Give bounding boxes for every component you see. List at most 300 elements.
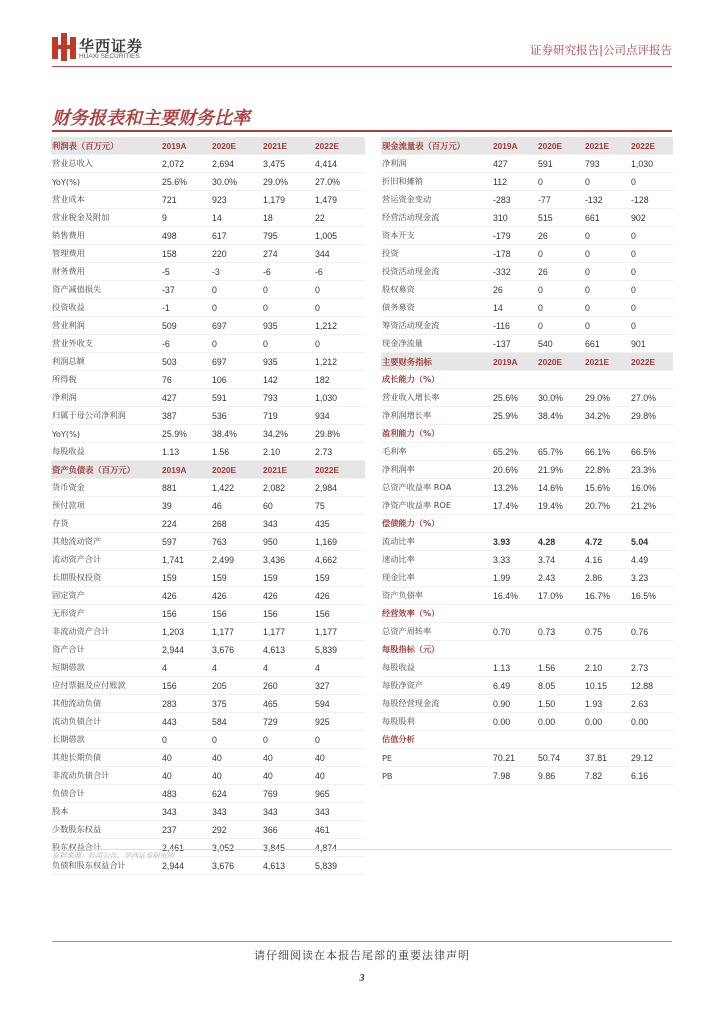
- cell-value: 697: [212, 317, 263, 335]
- cell-value: 965: [315, 785, 365, 803]
- table-row: [51, 209, 365, 227]
- cell-value: 3,052: [212, 839, 263, 857]
- cell-value: -5: [162, 263, 212, 281]
- cell-value: 142: [263, 371, 315, 389]
- row-label: 估值分析: [381, 731, 493, 749]
- cell-value: 661: [585, 335, 631, 353]
- row-label: 存货: [51, 515, 162, 533]
- cell-value: 343: [212, 803, 263, 821]
- cell-value: 515: [538, 209, 585, 227]
- table-row: [51, 587, 365, 605]
- table-row: [381, 461, 673, 479]
- row-label: 成长能力（%）: [381, 371, 493, 389]
- cell-value: 0: [212, 299, 263, 317]
- row-label: 其他流动资产: [51, 533, 162, 551]
- table-row: [381, 155, 673, 173]
- table-row: [381, 299, 673, 317]
- cell-value: 2022E: [315, 461, 365, 479]
- cell-value: 0: [585, 173, 631, 191]
- cell-value: 435: [315, 515, 365, 533]
- company-logo: [52, 33, 192, 63]
- cell-value: 13.2%: [493, 479, 538, 497]
- row-label: 所得税: [51, 371, 162, 389]
- table-row: [51, 353, 365, 371]
- cell-value: 39: [162, 497, 212, 515]
- row-label: 总资产周转率: [381, 623, 493, 641]
- logo-cn-text: 华西证券: [79, 37, 144, 55]
- cell-value: 1,177: [212, 623, 263, 641]
- cell-value: 65.2%: [493, 443, 538, 461]
- cell-value: 343: [162, 803, 212, 821]
- table-row: [51, 821, 365, 839]
- cell-value: 427: [162, 389, 212, 407]
- cell-value: 0.00: [631, 713, 673, 731]
- cell-value: 38.4%: [538, 407, 585, 425]
- cell-value: 29.0%: [263, 173, 315, 191]
- cell-value: 14.6%: [538, 479, 585, 497]
- row-label: 利润总额: [51, 353, 162, 371]
- cell-value: 2022E: [631, 137, 673, 155]
- cell-value: 237: [162, 821, 212, 839]
- cell-value: 159: [315, 569, 365, 587]
- row-label: 每股收益: [381, 659, 493, 677]
- table-subheader-row: [381, 371, 673, 389]
- logo-en-text: HUAXI SECURITIES: [79, 53, 140, 60]
- cell-value: 21.9%: [538, 461, 585, 479]
- cell-value: 9: [162, 209, 212, 227]
- cell-value: 793: [263, 389, 315, 407]
- row-label: 固定资产: [51, 587, 162, 605]
- cell-value: 0: [263, 281, 315, 299]
- table-row: [51, 191, 365, 209]
- cell-value: 387: [162, 407, 212, 425]
- cell-value: 0.00: [493, 713, 538, 731]
- row-label: 预付款项: [51, 497, 162, 515]
- table-row: [51, 281, 365, 299]
- cell-value: 6.16: [631, 767, 673, 785]
- table-subheader-row: [381, 515, 673, 533]
- table-row: [51, 551, 365, 569]
- cell-value: 156: [162, 605, 212, 623]
- cell-value: 4.49: [631, 551, 673, 569]
- cell-value: -179: [493, 227, 538, 245]
- cell-value: 106: [212, 371, 263, 389]
- cell-value: [631, 605, 673, 623]
- cell-value: 3,676: [212, 857, 263, 875]
- cell-value: 1,479: [315, 191, 365, 209]
- row-label: 销售费用: [51, 227, 162, 245]
- cell-value: 159: [263, 569, 315, 587]
- row-label: 营运资金变动: [381, 191, 493, 209]
- cell-value: 2022E: [631, 353, 673, 371]
- cell-value: 8.05: [538, 677, 585, 695]
- cell-value: 426: [162, 587, 212, 605]
- table-row: [381, 317, 673, 335]
- cell-value: 1.13: [493, 659, 538, 677]
- cell-value: 0: [585, 263, 631, 281]
- table-row: [51, 767, 365, 785]
- cell-value: 327: [315, 677, 365, 695]
- title-divider: [52, 130, 672, 132]
- cell-value: 4,414: [315, 155, 365, 173]
- cell-value: 16.7%: [585, 587, 631, 605]
- cell-value: 0: [538, 173, 585, 191]
- cell-value: 2021E: [263, 461, 315, 479]
- cell-value: 540: [538, 335, 585, 353]
- cell-value: 4,613: [263, 641, 315, 659]
- cell-value: 0.00: [538, 713, 585, 731]
- cell-value: 2.86: [585, 569, 631, 587]
- row-label: 净利润: [51, 389, 162, 407]
- cell-value: 591: [538, 155, 585, 173]
- cell-value: 697: [212, 353, 263, 371]
- cell-value: -37: [162, 281, 212, 299]
- cell-value: 25.9%: [162, 425, 212, 443]
- cell-value: 205: [212, 677, 263, 695]
- cell-value: 0.75: [585, 623, 631, 641]
- row-label: 营业成本: [51, 191, 162, 209]
- cell-value: 0: [631, 263, 673, 281]
- cell-value: 4.72: [585, 533, 631, 551]
- cell-value: 0: [162, 731, 212, 749]
- cell-value: [493, 371, 538, 389]
- cell-value: 30.0%: [538, 389, 585, 407]
- section-title: 财务报表和主要财务比率: [52, 108, 250, 129]
- table-row: [51, 641, 365, 659]
- cell-value: 15.6%: [585, 479, 631, 497]
- cell-value: 584: [212, 713, 263, 731]
- right-financial-table: [381, 137, 673, 785]
- table-subheader-row: [381, 425, 673, 443]
- row-label: 投资: [381, 245, 493, 263]
- cell-value: 50.74: [538, 749, 585, 767]
- cell-value: 25.6%: [493, 389, 538, 407]
- cell-value: 2.63: [631, 695, 673, 713]
- row-label: 债务募资: [381, 299, 493, 317]
- cell-value: 27.0%: [631, 389, 673, 407]
- cell-value: 29.8%: [631, 407, 673, 425]
- cell-value: 0: [631, 245, 673, 263]
- table-header-row: [381, 137, 673, 155]
- cell-value: [538, 641, 585, 659]
- cell-value: 3,676: [212, 641, 263, 659]
- row-label: 流动比率: [381, 533, 493, 551]
- cell-value: 112: [493, 173, 538, 191]
- cell-value: [538, 371, 585, 389]
- cell-value: [631, 641, 673, 659]
- cell-value: 2.10: [585, 659, 631, 677]
- cell-value: 1,203: [162, 623, 212, 641]
- cell-value: 1.56: [212, 443, 263, 461]
- cell-value: -178: [493, 245, 538, 263]
- cell-value: 594: [315, 695, 365, 713]
- cell-value: 3.33: [493, 551, 538, 569]
- cell-value: 483: [162, 785, 212, 803]
- cell-value: -128: [631, 191, 673, 209]
- cell-value: 3,436: [263, 551, 315, 569]
- cell-value: 935: [263, 353, 315, 371]
- cell-value: 1,179: [263, 191, 315, 209]
- cell-value: 156: [212, 605, 263, 623]
- cell-value: 461: [315, 821, 365, 839]
- table-row: [381, 479, 673, 497]
- cell-value: 624: [212, 785, 263, 803]
- cell-value: 2.43: [538, 569, 585, 587]
- cell-value: 76: [162, 371, 212, 389]
- table-row: [51, 317, 365, 335]
- row-label: 少数股东权益: [51, 821, 162, 839]
- row-label: 资本开支: [381, 227, 493, 245]
- table-row: [381, 335, 673, 353]
- row-label: 折旧和摊销: [381, 173, 493, 191]
- cell-value: 66.5%: [631, 443, 673, 461]
- cell-value: 2019A: [162, 137, 212, 155]
- cell-value: [631, 425, 673, 443]
- row-label: 资产负债率: [381, 587, 493, 605]
- cell-value: 20.7%: [585, 497, 631, 515]
- row-label: 毛利率: [381, 443, 493, 461]
- table-row: [381, 695, 673, 713]
- cell-value: 1,212: [315, 353, 365, 371]
- cell-value: 60: [263, 497, 315, 515]
- cell-value: [493, 641, 538, 659]
- table-row: [381, 191, 673, 209]
- cell-value: 3,475: [263, 155, 315, 173]
- row-label: 长期借款: [51, 731, 162, 749]
- cell-value: 6.49: [493, 677, 538, 695]
- row-label: 归属于母公司净利润: [51, 407, 162, 425]
- cell-value: 729: [263, 713, 315, 731]
- row-label: 负债合计: [51, 785, 162, 803]
- cell-value: 26: [538, 263, 585, 281]
- row-label: 净利润增长率: [381, 407, 493, 425]
- cell-value: 21.2%: [631, 497, 673, 515]
- table-row: [51, 497, 365, 515]
- cell-value: [585, 731, 631, 749]
- cell-value: 34.2%: [585, 407, 631, 425]
- cell-value: 274: [263, 245, 315, 263]
- table-subheader-row: [381, 605, 673, 623]
- table-row: [51, 371, 365, 389]
- cell-value: -77: [538, 191, 585, 209]
- cell-value: 283: [162, 695, 212, 713]
- table-row: [51, 425, 365, 443]
- cell-value: 37.81: [585, 749, 631, 767]
- cell-value: 30.0%: [212, 173, 263, 191]
- cell-value: -283: [493, 191, 538, 209]
- row-label: 每股经营现金流: [381, 695, 493, 713]
- cell-value: 46: [212, 497, 263, 515]
- table-row: [51, 533, 365, 551]
- row-label: 非流动资产合计: [51, 623, 162, 641]
- cell-value: 1,212: [315, 317, 365, 335]
- row-label: 资产合计: [51, 641, 162, 659]
- cell-value: 40: [263, 749, 315, 767]
- table-row: [51, 299, 365, 317]
- cell-value: 763: [212, 533, 263, 551]
- row-label: 财务费用: [51, 263, 162, 281]
- cell-value: 2020E: [538, 137, 585, 155]
- cell-value: 29.12: [631, 749, 673, 767]
- report-type-label: 证券研究报告|公司点评报告: [530, 43, 672, 57]
- table-subheader-row: [381, 641, 673, 659]
- table-row: [51, 389, 365, 407]
- cell-value: [538, 731, 585, 749]
- cell-value: 9.86: [538, 767, 585, 785]
- cell-value: 0: [631, 281, 673, 299]
- table-row: [381, 533, 673, 551]
- row-label: 管理费用: [51, 245, 162, 263]
- cell-value: 0: [631, 299, 673, 317]
- cell-value: 375: [212, 695, 263, 713]
- cell-value: 29.0%: [585, 389, 631, 407]
- table-row: [381, 407, 673, 425]
- cell-value: 0: [585, 281, 631, 299]
- table-row: [381, 227, 673, 245]
- source-note: 资料来源：公司公告，华西证券研究所: [52, 851, 175, 860]
- cell-value: 0: [212, 335, 263, 353]
- cell-value: -137: [493, 335, 538, 353]
- cell-value: [538, 515, 585, 533]
- table-row: [381, 749, 673, 767]
- cell-value: 0: [585, 299, 631, 317]
- row-label: 现金流量表（百万元）: [381, 137, 493, 155]
- row-label: 营业税金及附加: [51, 209, 162, 227]
- cell-value: [631, 515, 673, 533]
- cell-value: 2,944: [162, 857, 212, 875]
- table-header-row: [51, 461, 365, 479]
- row-label: 股本: [51, 803, 162, 821]
- cell-value: 0: [263, 299, 315, 317]
- cell-value: 0: [631, 317, 673, 335]
- huaxi-logo-icon: [52, 33, 76, 61]
- cell-value: 29.8%: [315, 425, 365, 443]
- cell-value: 0: [315, 731, 365, 749]
- cell-value: 3,845: [263, 839, 315, 857]
- cell-value: 343: [263, 803, 315, 821]
- cell-value: 0: [315, 281, 365, 299]
- cell-value: 0.00: [585, 713, 631, 731]
- cell-value: -116: [493, 317, 538, 335]
- cell-value: 427: [493, 155, 538, 173]
- cell-value: 2019A: [162, 461, 212, 479]
- cell-value: 16.0%: [631, 479, 673, 497]
- table-row: [51, 335, 365, 353]
- cell-value: 159: [212, 569, 263, 587]
- table-subheader-row: [381, 731, 673, 749]
- cell-value: 769: [263, 785, 315, 803]
- cell-value: 224: [162, 515, 212, 533]
- cell-value: 0: [631, 173, 673, 191]
- table-row: [381, 281, 673, 299]
- cell-value: 1,169: [315, 533, 365, 551]
- cell-value: 2,499: [212, 551, 263, 569]
- row-label: 资产负债表（百万元）: [51, 461, 162, 479]
- cell-value: 1,741: [162, 551, 212, 569]
- cell-value: 1,177: [315, 623, 365, 641]
- row-label: 经营活动现金流: [381, 209, 493, 227]
- cell-value: 719: [263, 407, 315, 425]
- table-row: [51, 173, 365, 191]
- row-label: 营业总收入: [51, 155, 162, 173]
- cell-value: 66.1%: [585, 443, 631, 461]
- cell-value: 344: [315, 245, 365, 263]
- cell-value: 902: [631, 209, 673, 227]
- table-row: [381, 551, 673, 569]
- cell-value: [585, 371, 631, 389]
- row-label: 股权募资: [381, 281, 493, 299]
- cell-value: 5.04: [631, 533, 673, 551]
- cell-value: 26: [493, 281, 538, 299]
- cell-value: 14: [212, 209, 263, 227]
- row-label: 货币资金: [51, 479, 162, 497]
- cell-value: [493, 425, 538, 443]
- cell-value: 10.15: [585, 677, 631, 695]
- cell-value: 22: [315, 209, 365, 227]
- cell-value: 4.28: [538, 533, 585, 551]
- cell-value: 901: [631, 335, 673, 353]
- cell-value: 509: [162, 317, 212, 335]
- table-row: [51, 749, 365, 767]
- cell-value: -3: [212, 263, 263, 281]
- cell-value: 19.4%: [538, 497, 585, 515]
- cell-value: 591: [212, 389, 263, 407]
- table-row: [381, 173, 673, 191]
- row-label: 营业收入增长率: [381, 389, 493, 407]
- page-number: 3: [359, 973, 365, 984]
- row-label: 股东权益合计: [51, 839, 162, 857]
- cell-value: 292: [212, 821, 263, 839]
- cell-value: 2020E: [212, 137, 263, 155]
- cell-value: 23.3%: [631, 461, 673, 479]
- cell-value: 950: [263, 533, 315, 551]
- cell-value: 0.70: [493, 623, 538, 641]
- cell-value: 40: [315, 767, 365, 785]
- table-row: [381, 623, 673, 641]
- cell-value: 25.9%: [493, 407, 538, 425]
- cell-value: 4: [263, 659, 315, 677]
- row-label: 每股净资产: [381, 677, 493, 695]
- table-row: [51, 407, 365, 425]
- cell-value: 156: [162, 677, 212, 695]
- table-row: [51, 605, 365, 623]
- cell-value: 34.2%: [263, 425, 315, 443]
- left-financial-table: [51, 137, 365, 875]
- table-row: [381, 587, 673, 605]
- cell-value: [585, 641, 631, 659]
- row-label: 非流动负债合计: [51, 767, 162, 785]
- cell-value: 343: [315, 803, 365, 821]
- cell-value: 5,839: [315, 641, 365, 659]
- cell-value: 597: [162, 533, 212, 551]
- row-label: 投资收益: [51, 299, 162, 317]
- cell-value: 2021E: [585, 353, 631, 371]
- table-row: [381, 209, 673, 227]
- table-row: [381, 245, 673, 263]
- cell-value: -6: [162, 335, 212, 353]
- table-row: [51, 803, 365, 821]
- table-row: [381, 389, 673, 407]
- cell-value: 2019A: [493, 137, 538, 155]
- cell-value: 881: [162, 479, 212, 497]
- row-label: 每股指标（元）: [381, 641, 493, 659]
- cell-value: 498: [162, 227, 212, 245]
- cell-value: 2,072: [162, 155, 212, 173]
- cell-value: 16.4%: [493, 587, 538, 605]
- cell-value: 40: [315, 749, 365, 767]
- cell-value: 366: [263, 821, 315, 839]
- cell-value: 2019A: [493, 353, 538, 371]
